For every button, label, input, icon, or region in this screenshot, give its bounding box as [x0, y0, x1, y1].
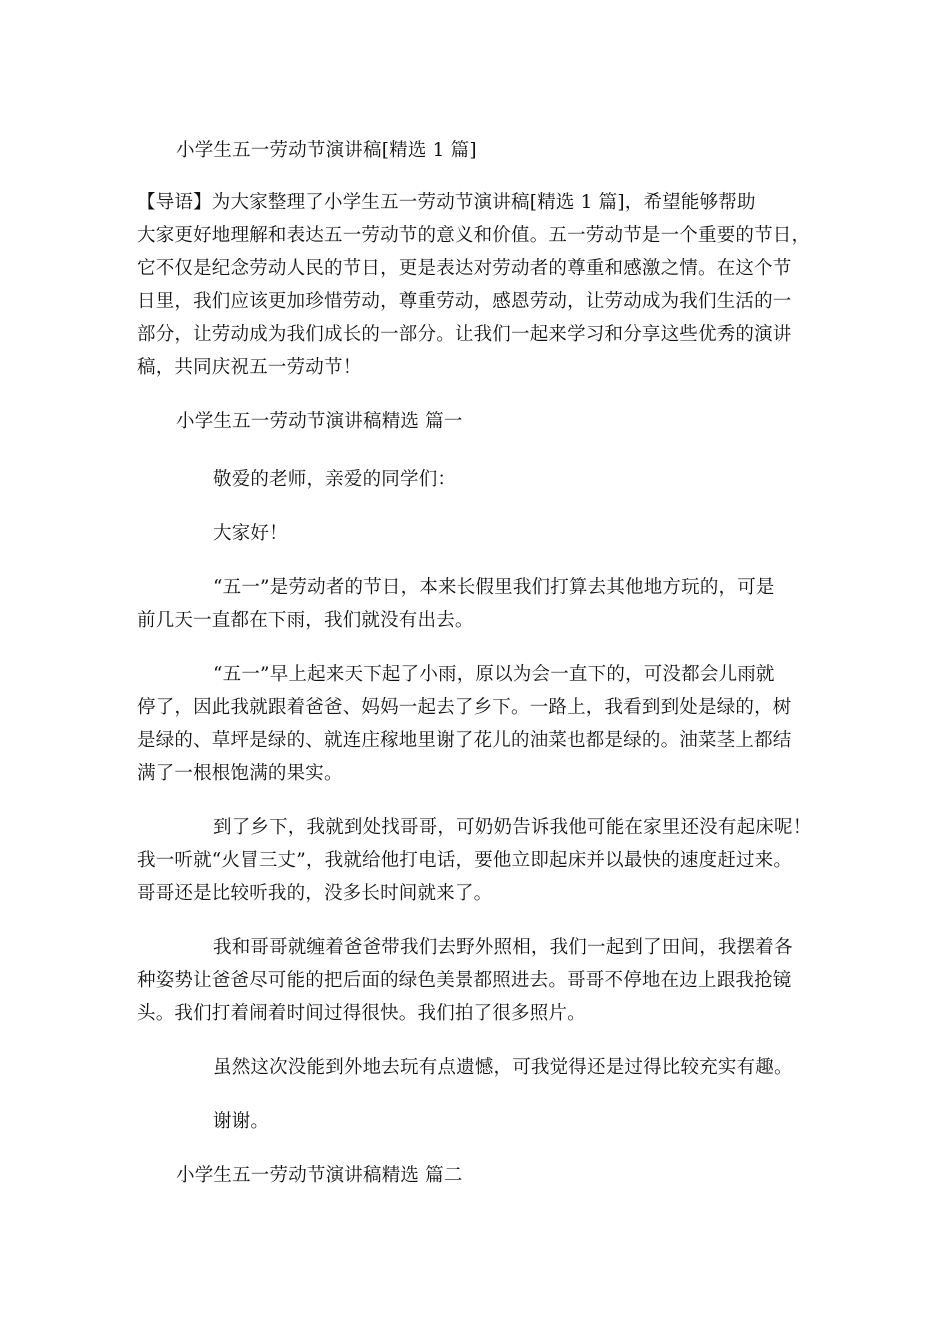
- paragraph-line: 到了乡下，我就到处找哥哥，可奶奶告诉我他可能在家里还没有起床呢！: [213, 817, 812, 838]
- intro-line: 【导语】为大家整理了小学生五一劳动节演讲稿[精选 1 篇]，希望能够帮助: [137, 192, 756, 213]
- paragraph-line: 头。我们打着闹着时间过得很快。我们拍了很多照片。: [137, 1003, 586, 1024]
- paragraph-line: 种姿势让爸爸尽可能的把后面的绿色美景都照进去。哥哥不停地在边上跟我抢镜: [137, 970, 792, 991]
- paragraph-line: “五一”早上起来天下起了小雨，原以为会一直下的，可没都会儿雨就: [213, 664, 775, 685]
- paragraph-line: 前几天一直都在下雨，我们就没有出去。: [137, 610, 474, 631]
- paragraph-line: “五一”是劳动者的节日，本来长假里我们打算去其他地方玩的，可是: [213, 577, 775, 598]
- intro-line: 稿，共同庆祝五一劳动节！: [137, 357, 362, 378]
- intro-line: 它不仅是纪念劳动人民的节日，更是表达对劳动者的尊重和感激之情。在这个节: [137, 258, 792, 279]
- paragraph-line: 满了一根根饱满的果实。: [137, 763, 343, 784]
- intro-line: 日里，我们应该更加珍惜劳动，尊重劳动，感恩劳动，让劳动成为我们生活的一: [137, 291, 792, 312]
- paragraph-line: 我一听就“火冒三丈”，我就给他打电话，要他立即起床并以最快的速度赶过来。: [137, 850, 793, 871]
- intro-line: 大家更好地理解和表达五一劳动节的意义和价值。五一劳动节是一个重要的节日，: [137, 225, 811, 246]
- paragraph-line: 哥哥还是比较听我的，没多长时间就来了。: [137, 883, 493, 904]
- document-title: 小学生五一劳动节演讲稿[精选 1 篇]: [176, 140, 477, 161]
- hello-line: 大家好！: [213, 523, 288, 544]
- section-heading-1: 小学生五一劳动节演讲稿精选 篇一: [176, 411, 463, 432]
- paragraph-line: 虽然这次没能到外地去玩有点遗憾，可我觉得还是过得比较充实有趣。: [213, 1057, 793, 1078]
- paragraph-line: 是绿的、草坪是绿的、就连庄稼地里谢了花儿的油菜也都是绿的。油菜茎上都结: [137, 730, 792, 751]
- section-heading-2: 小学生五一劳动节演讲稿精选 篇二: [176, 1165, 463, 1186]
- thanks-line: 谢谢。: [213, 1111, 270, 1132]
- intro-line: 部分，让劳动成为我们成长的一部分。让我们一起来学习和分享这些优秀的演讲: [137, 324, 792, 345]
- greeting: 敬爱的老师，亲爱的同学们：: [213, 469, 457, 490]
- paragraph-line: 我和哥哥就缠着爸爸带我们去野外照相，我们一起到了田间，我摆着各: [213, 937, 793, 958]
- paragraph-line: 停了，因此我就跟着爸爸、妈妈一起去了乡下。一路上，我看到到处是绿的，树: [137, 697, 792, 718]
